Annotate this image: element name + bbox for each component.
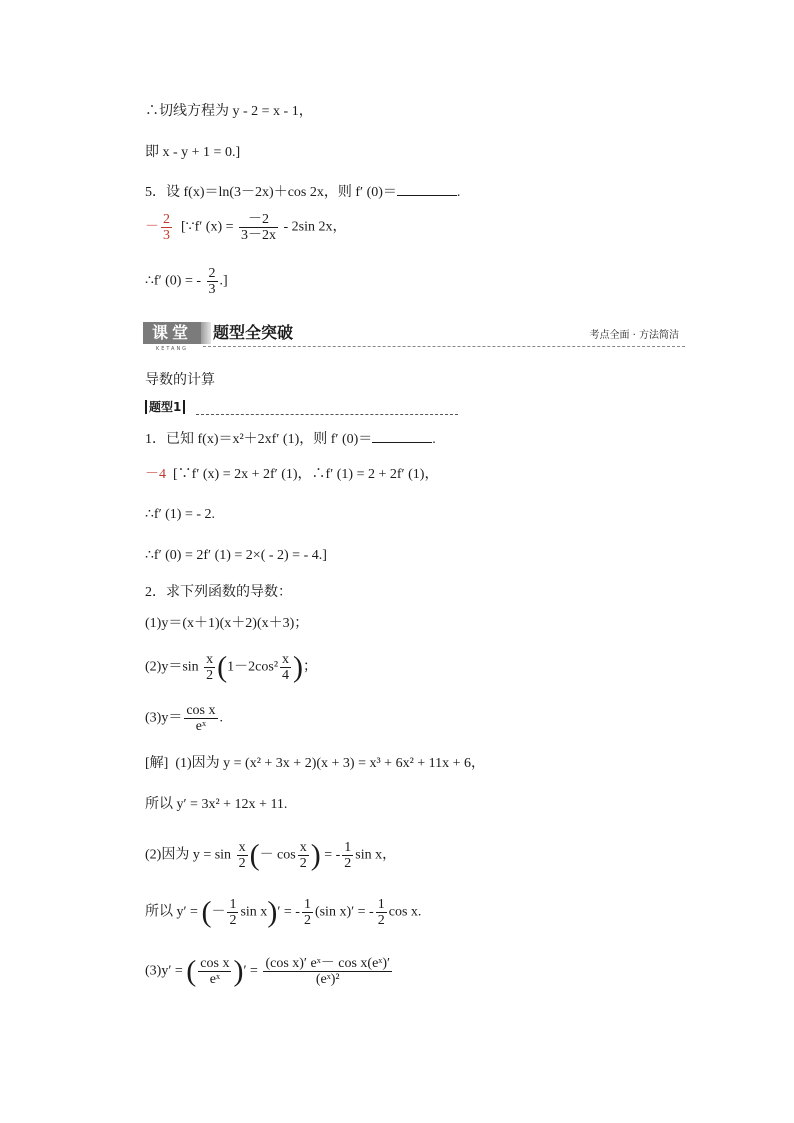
s4-den3: 2	[377, 913, 385, 928]
s3-prefix: (2)因为 y = sin	[145, 847, 232, 863]
q2p3-prefix: (3)y＝	[145, 710, 183, 726]
question-1	[145, 428, 436, 450]
s4-frac2	[302, 897, 313, 928]
s4-frac1	[227, 897, 238, 928]
s3-frac2	[298, 840, 309, 871]
question-2-part3	[145, 703, 223, 734]
s5-den: eˣ	[209, 972, 221, 987]
answer-1-sol2: ∴f′ (1) = - 2.	[145, 507, 216, 522]
s4-prefix: 所以 y′ =	[145, 904, 198, 920]
s4-den: 2	[229, 913, 237, 928]
q2p3-num: cos x	[186, 703, 216, 718]
line-tangent-eq: ∴切线方程为 y - 2 = x - 1，	[145, 104, 313, 119]
q5-end: .	[456, 185, 461, 200]
answer-5b-num: 2	[208, 266, 216, 281]
paren-left: (	[249, 838, 260, 872]
q2p2-prefix: (2)y＝sin	[145, 659, 199, 675]
paren-right: )	[293, 650, 304, 684]
s4-num2: 1	[303, 897, 311, 912]
q2p3-end: .	[219, 710, 223, 726]
q2p3-frac	[184, 703, 217, 734]
s4-inner: －	[211, 904, 226, 920]
s5-frac1	[198, 956, 231, 987]
q2p2-num2: x	[282, 652, 290, 667]
answer-blank	[372, 428, 432, 443]
answer-5-fraction	[161, 212, 172, 243]
section-title: 导数的计算	[145, 373, 215, 388]
solution-s1: (1)因为 y = (x² + 3x + 2)(x + 3) = x³ + 6x² + 11x + 6，	[175, 756, 486, 771]
s3-den2: 2	[299, 856, 307, 871]
q2p3-den: eˣ	[195, 719, 207, 734]
banner-tag: 课堂	[143, 322, 201, 344]
answer-5	[145, 212, 347, 243]
q2p2-frac1	[204, 652, 215, 683]
s4-frac3	[376, 897, 387, 928]
paren-right: )	[233, 954, 244, 988]
type-box-dash	[196, 414, 458, 415]
solution-2: 所以 y′ = 3x² + 12x + 11.	[145, 797, 288, 812]
answer-5b-text: ∴f′ (0) = -	[145, 273, 202, 289]
s4-num: 1	[229, 897, 237, 912]
s3-mid: － cos	[259, 847, 296, 863]
s4-mid2: (sin x)′ = -	[314, 904, 374, 920]
answer-5b-fraction	[207, 266, 218, 297]
s5-prefix: (3)y′ =	[145, 963, 183, 979]
banner-tag-sub: KETANG	[155, 346, 189, 352]
s5-bigden: (eˣ)²	[315, 972, 340, 987]
answer-1-value: －4	[145, 467, 166, 482]
answer-1-sol1: [∵f′ (x) = 2x + 2f′ (1)，∴f′ (1) = 2 + 2f′ (1)，	[173, 467, 439, 482]
answer-5-text2: - 2sin 2x，	[283, 219, 347, 235]
s5-num: cos x	[200, 956, 230, 971]
q2p2-num: x	[206, 652, 214, 667]
s3-den: 2	[238, 856, 246, 871]
type-box: 题型1	[145, 400, 185, 414]
banner-tag-shadow	[201, 322, 211, 344]
s3-end: sin x，	[355, 847, 397, 863]
solution-1	[145, 754, 485, 774]
banner-title: 题型全突破	[213, 323, 294, 342]
solution-tag: [解]	[145, 756, 169, 771]
s4-inner2: sin x	[240, 904, 268, 920]
q2p2-end: ；	[303, 659, 318, 675]
q2p2-frac2	[280, 652, 291, 683]
s4-num3: 1	[377, 897, 385, 912]
s5-bignum: (cos x)′ eˣ－ cos x(eˣ)′	[265, 956, 391, 971]
answer-5-den: 3	[163, 228, 170, 243]
question-2-part1: (1)y＝(x＋1)(x＋2)(x＋3)；	[145, 616, 309, 631]
s3-num2: x	[299, 840, 307, 855]
paren-right: )	[310, 838, 321, 872]
paren-left: (	[186, 954, 197, 988]
answer-5-text1: [∵f′ (x) =	[181, 219, 234, 235]
answer-5b-den: 3	[208, 282, 216, 297]
answer-5-num: 2	[163, 212, 170, 227]
paren-left: (	[217, 650, 228, 684]
solution-5	[145, 956, 394, 987]
q5-text: 5．设 f(x)＝ln(3－2x)＋cos 2x，则 f′ (0)＝	[145, 185, 397, 200]
answer-1	[145, 465, 438, 485]
question-2: 2．求下列函数的导数：	[145, 585, 292, 600]
s3-num3: 1	[344, 840, 352, 855]
s4-end: cos x.	[388, 904, 422, 920]
question-2-part2	[145, 652, 317, 683]
answer-5-num2: －2	[239, 212, 278, 228]
q2p2-mid: 1－2cos²	[227, 659, 279, 675]
line-tangent-result: 即 x - y + 1 = 0.]	[145, 145, 241, 160]
s3-frac1	[237, 840, 248, 871]
s4-den2: 2	[303, 913, 311, 928]
s5-prime: ′ =	[243, 963, 258, 979]
q2p2-den2: 4	[282, 668, 290, 683]
answer-5b-end: .]	[219, 273, 228, 289]
answer-5-fraction2	[239, 212, 278, 243]
s3-frac3	[342, 840, 353, 871]
paren-right: )	[267, 895, 278, 929]
paren-left: (	[201, 895, 212, 929]
answer-5-minus: －	[145, 219, 159, 235]
question-5	[145, 181, 460, 203]
answer-1-sol3: ∴f′ (0) = 2f′ (1) = 2×( - 2) = - 4.]	[145, 548, 327, 563]
solution-4	[145, 897, 421, 928]
section-banner	[143, 322, 685, 354]
s3-num: x	[238, 840, 246, 855]
s3-eq: = -	[324, 847, 341, 863]
banner-rule	[203, 346, 685, 347]
answer-5-den2: 3－2x	[241, 228, 277, 243]
q1-end: .	[432, 432, 436, 447]
q2p2-den: 2	[206, 668, 214, 683]
banner-right-text: 考点全面 · 方法简洁	[589, 330, 679, 341]
s5-bigfrac	[263, 956, 392, 987]
s4-mid: ′ = -	[277, 904, 300, 920]
s3-den3: 2	[344, 856, 352, 871]
answer-5-conclusion	[145, 266, 228, 297]
answer-blank	[397, 181, 457, 196]
q1-text: 1．已知 f(x)＝x²＋2xf′ (1)，则 f′ (0)＝	[145, 432, 373, 447]
solution-3	[145, 840, 396, 871]
